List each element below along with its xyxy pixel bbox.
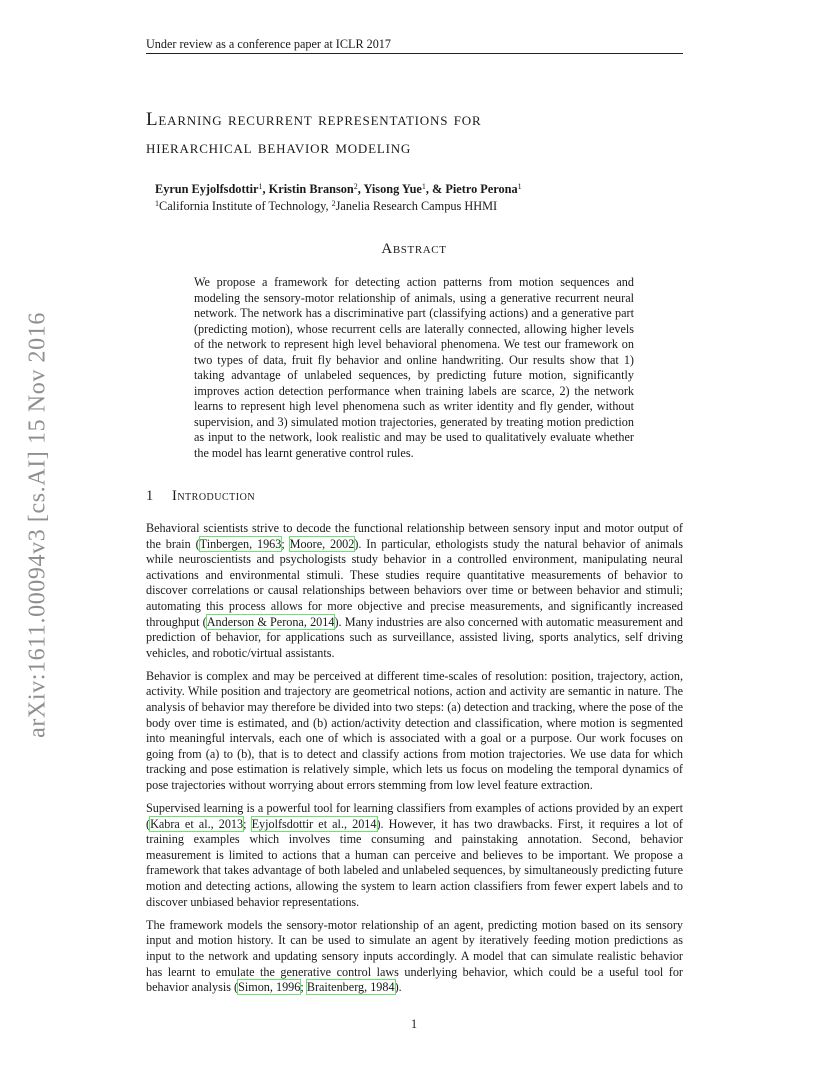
citation-link[interactable]: Braitenberg, 1984	[306, 980, 395, 995]
affiliation-mark: 1	[155, 199, 159, 208]
paragraph	[146, 801, 683, 910]
arxiv-identifier[interactable]: arXiv:1611.00094v3 [cs.AI] 15 Nov 2016	[24, 312, 51, 738]
paragraph	[146, 918, 683, 996]
citation-link[interactable]: Tinbergen, 1963	[199, 536, 282, 551]
title-line-1: Learning recurrent representations for	[146, 109, 482, 130]
author-name: Yisong Yue	[363, 182, 422, 196]
affiliations	[155, 198, 522, 215]
author-separator: ,	[262, 182, 269, 196]
citation-link[interactable]: Anderson & Perona, 2014	[206, 614, 335, 629]
paragraph-text: ;	[281, 536, 290, 551]
author-separator: , &	[425, 182, 446, 196]
affiliation-mark: 1	[258, 182, 263, 191]
author-block	[155, 181, 522, 215]
affiliation-1: California Institute of Technology,	[159, 199, 332, 213]
section-heading	[146, 488, 255, 505]
author-name: Kristin Branson	[268, 182, 354, 196]
author-name: Pietro Perona	[445, 182, 518, 196]
page-number: 1	[410, 1017, 418, 1031]
citation-link[interactable]: Simon, 1996	[238, 980, 301, 995]
citation-link[interactable]: Moore, 2002	[289, 536, 355, 551]
section-number: 1	[146, 488, 154, 504]
author-name: Eyrun Eyjolfsdottir	[155, 182, 259, 196]
paragraph-text: ;	[300, 980, 307, 995]
author-separator: ,	[357, 182, 364, 196]
affiliation-mark: 2	[331, 199, 336, 208]
paragraph-text: ). Many industries are also concerned with automatic measurement and prediction of behavior, for applications such as surveillance, assisted living, sports analytics, self driving vehicles, and robotic/virtual assistants.	[146, 614, 684, 660]
paragraph-text: Supervised learning is a powerful tool for learning classifiers from examples of actions provided by an expert (	[146, 801, 683, 831]
paragraph-text: ). In particular, ethologists study the natural behavior of animals while neuroscientists and psychologists study behavior in a controlled environment, manipulating neural activations and environmental stimuli. These studies require quantitative measurements of behavior to discover correlations or causal relationships between behaviors over time or between behavior and stimuli; automating this process allows for more objective and precise measurements, and significantly increased throughput (	[146, 536, 684, 629]
citation-link[interactable]: Eyjolfsdottir et al., 2014	[251, 816, 377, 831]
paragraph-text: ;	[243, 816, 252, 831]
section-title: Introduction	[172, 488, 256, 504]
paragraph-text: ).	[394, 980, 402, 995]
paragraph-text: ). However, it has two drawbacks. First, it requires a lot of training examples which involves time consuming and painstaking annotation. Second, behavior measurement is limited to actions that a human can perceive and believes to be important. We propose a framework that takes advantage of both labeled and unlabeled sequences, by simultaneously predicting future motion and detecting actions, allowing the system to learn action classifiers from fewer expert labels and to discover unbiased behavior representations.	[146, 816, 683, 909]
paper-title	[146, 106, 686, 162]
body-text	[146, 521, 683, 1003]
running-header: Under review as a conference paper at ICLR 2017	[146, 37, 391, 51]
affiliation-mark: 1	[517, 182, 522, 191]
paragraph-text: Behavioral scientists strive to decode the functional relationship between sensory input and motor output of the brain (	[146, 521, 683, 551]
abstract-heading: Abstract	[381, 241, 447, 257]
paragraph	[146, 521, 683, 661]
paragraph-text: The framework models the sensory-motor relationship of an agent, predicting motion based on its sensory input and motion history. It can be used to simulate an agent by iteratively feeding motion predictions as input to the network and updating sensory inputs accordingly. A model that can simulate realistic behavior has learnt to emulate the generative control laws underlying behavior, which could be a useful tool for behavior analysis (	[146, 917, 683, 995]
title-line-2: hierarchical behavior modeling	[146, 137, 412, 158]
citation-link[interactable]: Kabra et al., 2013	[150, 816, 244, 831]
affiliation-mark: 2	[353, 182, 358, 191]
header-rule	[146, 53, 683, 54]
affiliation-2: Janelia Research Campus HHMI	[335, 199, 498, 213]
author-names	[155, 181, 522, 198]
paragraph: Behavior is complex and may be perceived at different time-scales of resolution: position, trajectory, action, activity. While position and trajectory are geometrical notions, action and activity are semantic in nature. The analysis of behavior may therefore be divided into two steps: (a) detection and tracking, where the pose of the body over time is estimated, and (b) action/activity detection and classification, where motion is segmented into meaningful intervals, each one of which is associated with a goal or a purpose. Our work focuses on going from (a) to (b), that is to detect and classify actions from motion trajectories. We use data for which tracking and pose estimation is relatively simple, which lets us focus on modeling the temporal dynamics of pose trajectories without worrying about errors stemming from low level feature extraction.	[146, 668, 683, 792]
abstract-text: We propose a framework for detecting action patterns from motion sequences and modeling the sensory-motor relationship of animals, using a generative recurrent neural network. The network has a discriminative part (classifying actions) and a generative part (predicting motion), whose recurrent cells are laterally connected, allowing higher levels of the network to represent high level behavioral phenomena. We test our framework on two types of data, fruit fly behavior and online handwriting. Our results show that 1) taking advantage of unlabeled sequences, by predicting future motion, significantly improves action detection performance when training labels are scarce, 2) the network learns to represent high level phenomena such as writer identity and fly gender, without supervision, and 3) simulated motion trajectories, generated by treating motion prediction as input to the network, look realistic and may be used to qualitatively evaluate whether the model has learnt generative control rules.	[194, 275, 634, 460]
affiliation-mark: 1	[421, 182, 426, 191]
